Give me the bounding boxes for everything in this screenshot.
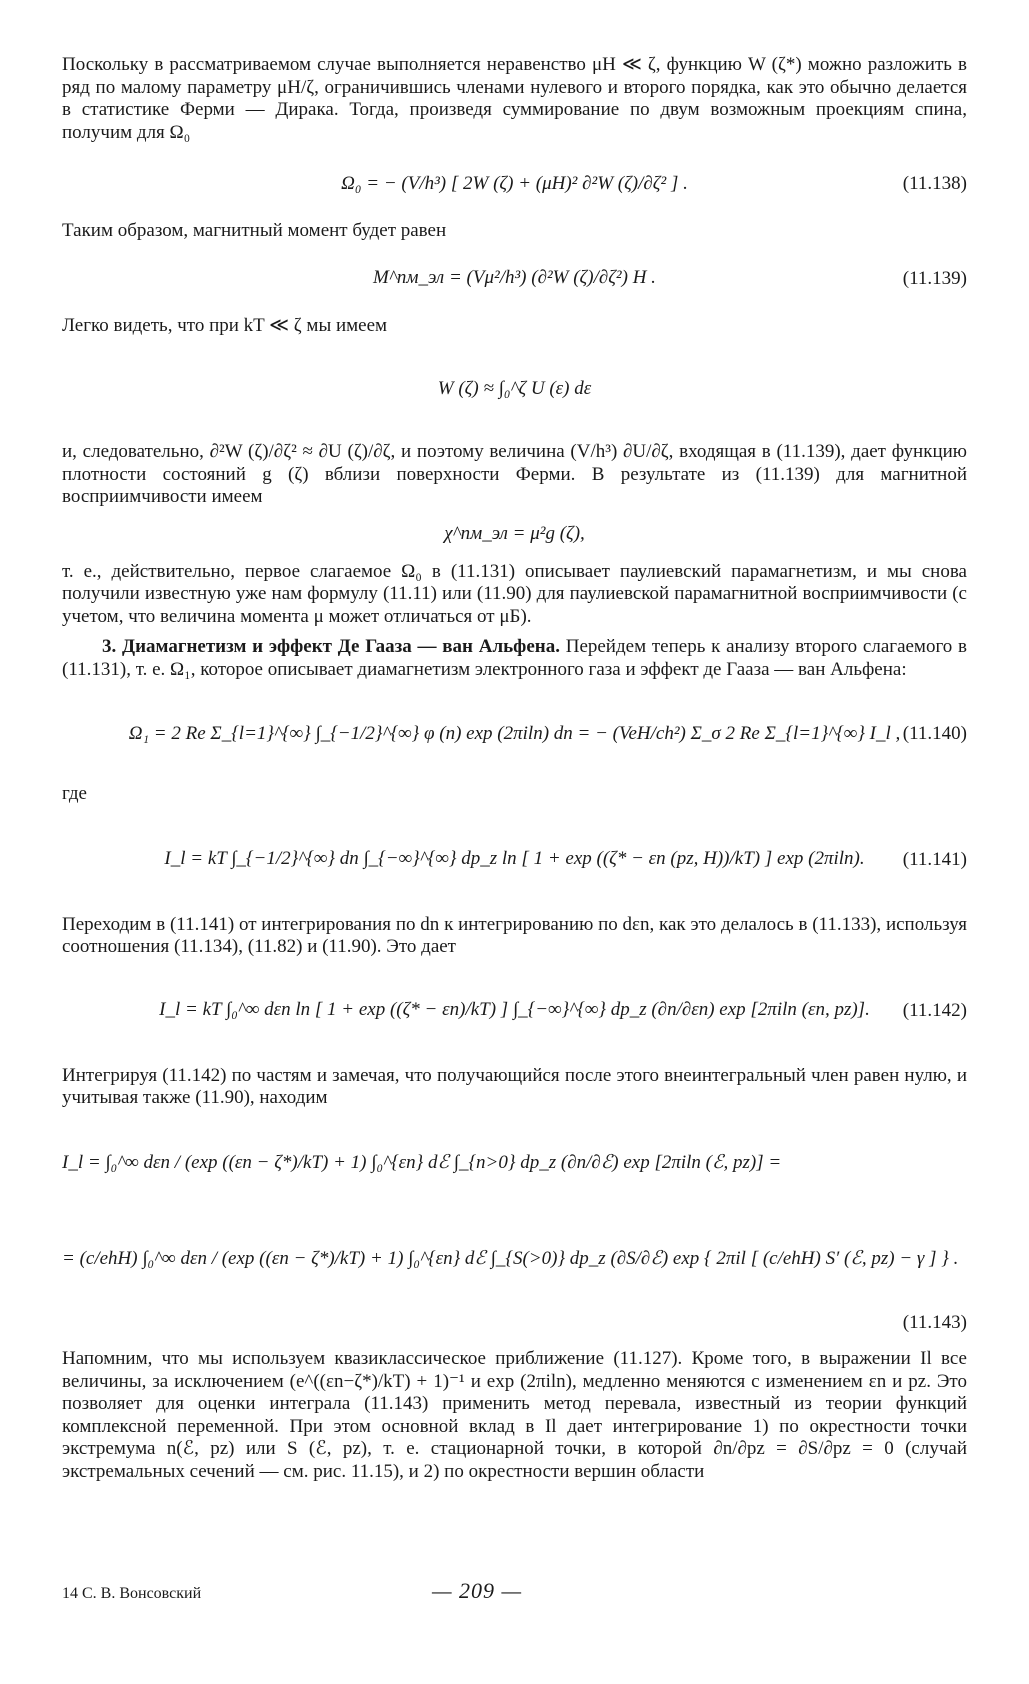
paragraph-3: Легко видеть, что при kT ≪ ζ мы имеем [62,314,388,336]
equation-11-143-line-1 [62,1116,967,1212]
equation-11-143-line-2 [62,1212,967,1308]
equation-body: Ω₀ = − (V/h³) [ 2W (ζ) + (μH)² ∂²W (ζ)/∂ζ² ] . [341,172,688,194]
equation-number: (11.143) [902,1311,967,1333]
page-footer [62,1580,967,1606]
equation-11-142 [62,965,967,1057]
equation-number: (11.138) [902,172,967,194]
equation-body: = (c/ehH) ∫₀^∞ dεn / (exp ((εn − ζ*)/kT) + 1) ∫₀^{εn} dℰ ∫_{S(>0)} dp_z (∂S/∂ℰ) exp { 2πil [ (c/ehH) S′ (ℰ, pz) − γ ] } . [62,1248,959,1270]
paragraph-7: где [62,783,87,804]
paragraph-4: и, следовательно, ∂²W (ζ)/∂ζ² ≈ ∂U (ζ)/∂ζ, и поэтому величина (V/h³) ∂U/∂ζ, входящая в (11.139), дает функцию плотности состояний g (ζ) вблизи поверхности Ферми. В результате из (11.139) для магнитной восприимчивости имеем [62,441,967,507]
equation-chi [62,513,967,557]
paragraph-10: Напомним, что мы используем квазиклассическое приближение (11.127). Кроме того, в выражении Il все величины, за исключением (e^((εn−ζ*)/kT) + 1)⁻¹ и exp (2πiln), медленно меняются с изменением εn и pz. Это позволяет для оценки интеграла (11.143) применить метод перевала, известный из теории функций комплексной переменной. При этом основной вклад в Il дает интегрирование 1) по окрестности точки экстремума n(ℰ, pz) или S (ℰ, pz), т. е. стационарной точки, в которой ∂n/∂pz = ∂S/∂pz = 0 (случай экстремальных сечений — см. рис. 11.15), и 2) по окрестности вершин области [62,1348,967,1482]
paragraph-2: Таким образом, магнитный момент будет равен [62,220,447,241]
equation-w-integral [62,341,967,437]
paragraph-1: Поскольку в рассматриваемом случае выполняется неравенство μH ≪ ζ, функцию W (ζ*) можно разложить в ряд по малому параметру μH/ζ, ограничившись членами нулевого и второго порядка, как это обычно делается в статистике Ферми — Дирака. Тогда, произведя суммирование по двум возможным проекциям спина, получим для Ω₀ [62,54,967,143]
equation-body: I_l = ∫₀^∞ dεn / (exp ((εn − ζ*)/kT) + 1) ∫₀^{εn} dℰ ∫_{n>0} dp_z (∂n/∂ℰ) exp [2πiln (ℰ, pz)] = [62,1152,782,1174]
equation-body: M^пм_эл = (Vμ²/h³) (∂²W (ζ)/∂ζ²) H . [373,267,656,289]
paragraph-6 [62,636,967,681]
equation-11-141 [62,812,967,908]
section-heading: 3. Диамагнетизм и эффект Де Гааза — ван Альфена. [102,636,560,657]
equation-number: (11.141) [902,848,967,870]
page-number: — 209 — [432,1578,523,1603]
equation-11-138 [62,154,967,214]
equation-body: Ω₁ = 2 Re Σ_{l=1}^{∞} ∫_{−1/2}^{∞} φ (n) exp (2πiln) dn = − (VeH/ch²) Σ_σ 2 Re Σ_{l=1}^{∞} I_l , [128,722,901,744]
printer-signature: 14 С. В. Вонсовский [62,1585,202,1602]
paragraph-8: Переходим в (11.141) от интегрирования по dn к интегрированию по dεn, как это делалось в (11.133), используя соотношения (11.134), (11.82) и (11.90). Это дает [62,913,967,957]
equation-number: (11.139) [902,267,967,289]
paragraph-9: Интегрируя (11.142) по частям и замечая, что получающийся после этого внеинтегральный член равен нулю, и учитывая также (11.90), находим [62,1064,967,1108]
equation-body: χ^пм_эл = μ²g (ζ), [444,523,585,545]
section-body: Перейдем теперь к анализу второго слагаемого в (11.131), т. е. Ω₁, которое описывает диамагнетизм электронного газа и эффект де Гааза — ван Альфена: [62,636,968,680]
paragraph-5: т. е., действительно, первое слагаемое Ω₀ в (11.131) описывает паулиевский парамагнетизм, и мы снова получили известную уже нам формулу (11.11) или (11.90) для паулиевской парамагнитной восприимчивости (с учетом, что величина момента μ может отличаться от μБ). [62,560,967,627]
equation-number: (11.140) [902,722,967,744]
equation-number: (11.142) [902,999,967,1021]
equation-body: I_l = kT ∫_{−1/2}^{∞} dn ∫_{−∞}^{∞} dp_z ln [ 1 + exp ((ζ* − εn (pz, H))/kT) ] exp (2πiln). [164,848,865,870]
equation-11-139 [62,249,967,309]
equation-body: I_l = kT ∫₀^∞ dεn ln [ 1 + exp ((ζ* − εn)/kT) ] ∫_{−∞}^{∞} dp_z (∂n/∂εn) exp [2πiln (εn, pz)]. [159,999,870,1021]
equation-body: W (ζ) ≈ ∫₀^ζ U (ε) dε [437,377,592,399]
equation-11-140 [62,689,967,779]
